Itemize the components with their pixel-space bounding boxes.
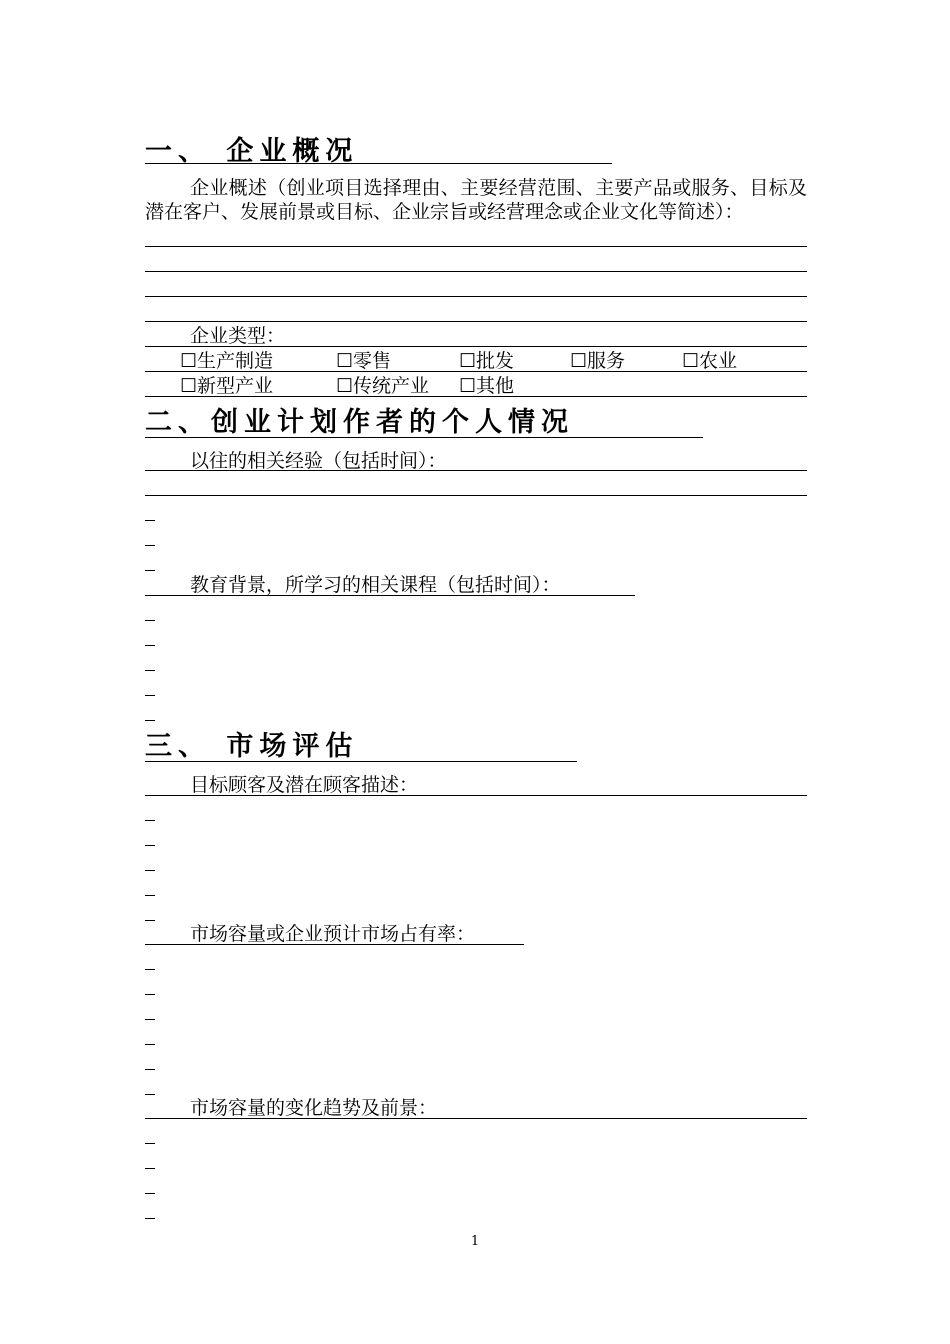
blank-line-marker[interactable] — [145, 645, 155, 646]
blank-line-marker[interactable] — [145, 1193, 155, 1194]
blank-line-marker[interactable] — [145, 620, 155, 621]
type-option-manufacturing[interactable]: ☐生产制造 — [180, 350, 274, 372]
type-option-other[interactable]: ☐其他 — [459, 375, 515, 397]
blank-line-marker[interactable] — [145, 670, 155, 671]
enterprise-type-label: 企业类型： — [190, 325, 286, 347]
blank-line-marker[interactable] — [145, 920, 155, 921]
type-option-agriculture[interactable]: ☐农业 — [682, 350, 738, 372]
answer-line[interactable] — [145, 1118, 807, 1119]
answer-line[interactable] — [145, 246, 807, 247]
trend-prompt: 市场容量的变化趋势及前景： — [190, 1097, 438, 1119]
type-option-emerging[interactable]: ☐新型产业 — [180, 375, 274, 397]
capacity-prompt: 市场容量或企业预计市场占有率： — [190, 923, 476, 945]
blank-line-marker[interactable] — [145, 845, 155, 846]
section-3-title: 三、 市场评估 — [145, 731, 359, 762]
type-option-service[interactable]: ☐服务 — [570, 350, 626, 372]
blank-line-marker[interactable] — [145, 545, 155, 546]
answer-line — [145, 371, 807, 372]
blank-line-marker[interactable] — [145, 820, 155, 821]
blank-line-marker[interactable] — [145, 1044, 155, 1045]
blank-line-marker[interactable] — [145, 969, 155, 970]
overview-prompt: 企业概述（创业项目选择理由、主要经营范围、主要产品或服务、目标及潜在客户、发展前景或目标、企业宗旨或经营理念或企业文化等简述）： — [145, 177, 807, 223]
education-prompt: 教育背景，所学习的相关课程（包括时间）： — [190, 574, 561, 596]
answer-line[interactable] — [145, 795, 807, 796]
type-option-traditional[interactable]: ☐传统产业 — [336, 375, 430, 397]
blank-line-marker[interactable] — [145, 720, 155, 721]
answer-line[interactable] — [145, 495, 807, 496]
section-2-underline — [145, 437, 703, 438]
capacity-underline — [145, 944, 524, 945]
page-number: 1 — [470, 1234, 480, 1249]
answer-line[interactable] — [145, 271, 807, 272]
customers-prompt: 目标顾客及潜在顾客描述： — [190, 774, 419, 796]
answer-line — [145, 346, 807, 347]
answer-line — [145, 396, 807, 397]
type-option-wholesale[interactable]: ☐批发 — [459, 350, 515, 372]
blank-line-marker[interactable] — [145, 994, 155, 995]
answer-line[interactable] — [145, 321, 807, 322]
section-2-title: 二、创业计划作者的个人情况 — [145, 407, 574, 438]
blank-line-marker[interactable] — [145, 1069, 155, 1070]
blank-line-marker[interactable] — [145, 520, 155, 521]
experience-prompt: 以往的相关经验（包括时间）： — [190, 450, 447, 472]
answer-line[interactable] — [145, 470, 807, 471]
blank-line-marker[interactable] — [145, 1094, 155, 1095]
blank-line-marker[interactable] — [145, 1143, 155, 1144]
blank-line-marker[interactable] — [145, 1019, 155, 1020]
blank-line-marker[interactable] — [145, 895, 155, 896]
type-option-retail[interactable]: ☐零售 — [336, 350, 392, 372]
section-1-underline — [145, 163, 612, 164]
blank-line-marker[interactable] — [145, 1168, 155, 1169]
blank-line-marker[interactable] — [145, 1218, 155, 1219]
blank-line-marker[interactable] — [145, 570, 155, 571]
blank-line-marker[interactable] — [145, 870, 155, 871]
section-1-title: 一、 企业概况 — [145, 136, 359, 167]
section-3-underline — [145, 761, 577, 762]
education-underline — [145, 595, 635, 596]
answer-line[interactable] — [145, 296, 807, 297]
blank-line-marker[interactable] — [145, 695, 155, 696]
